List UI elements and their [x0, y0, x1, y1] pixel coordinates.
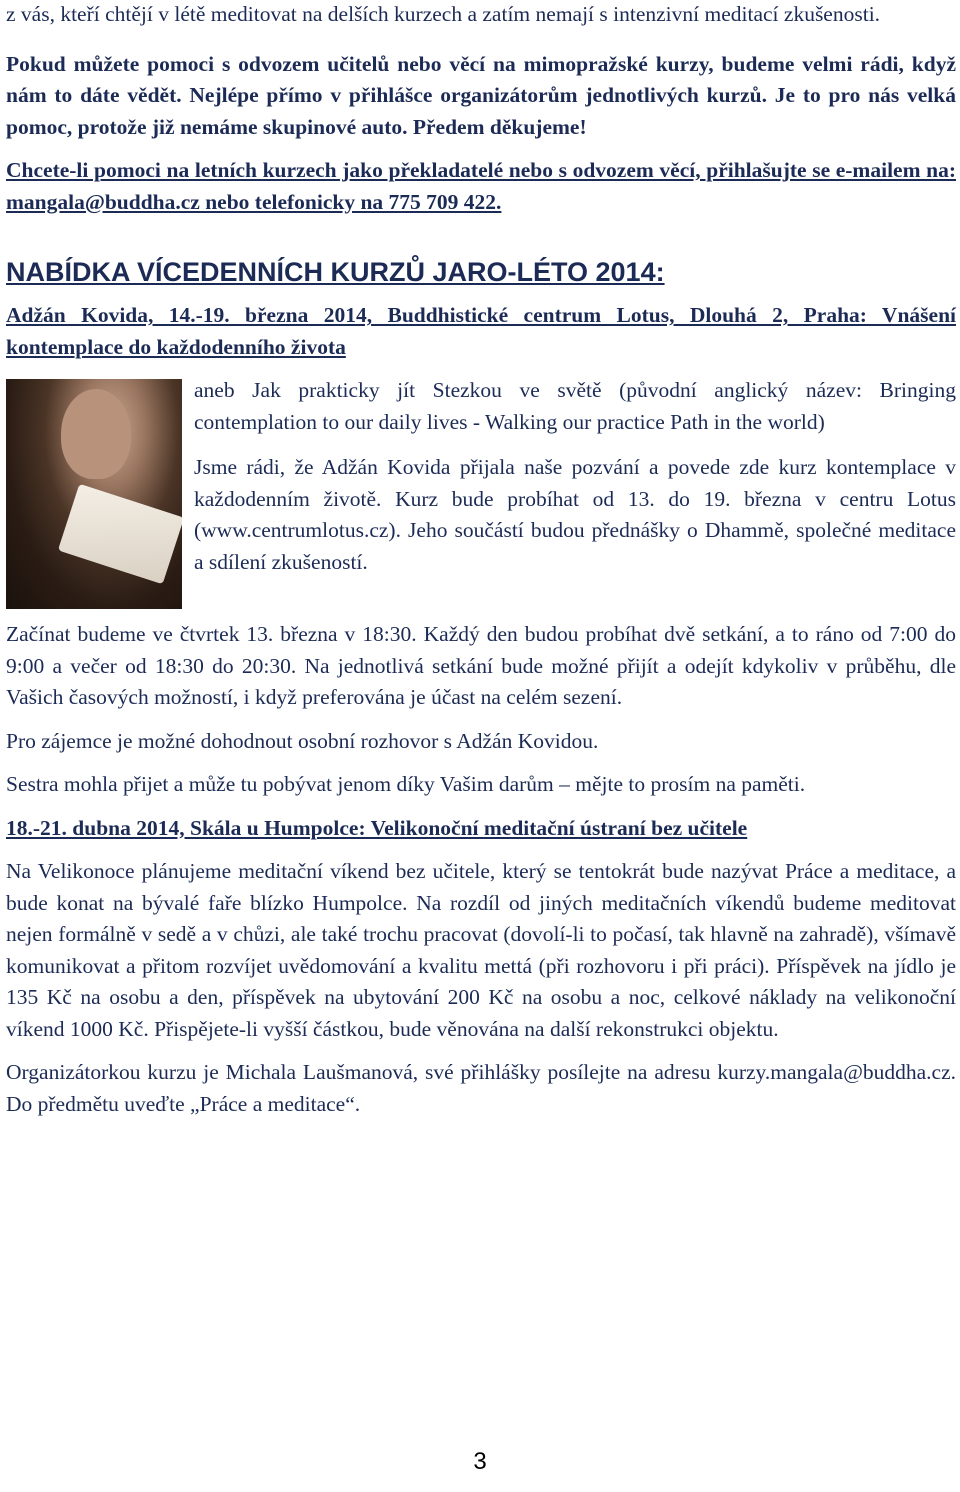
- course2-description: Na Velikonoce plánujeme meditační víkend bez učitele, který se tentokrát bude nazývat Práce a meditace, a bude konat na bývalé faře blízko Humpolce. Na rozdíl od jiných meditačních víkendů budeme meditovat nejen formálně v sedě a v chůzi, ale také trochu pracovat (dovolí-li to počasí, tak hlavně na zahradě), všímavě komunikovat a přitom rozvíjet uvědomování a kvalitu mettá (při rozhovoru i při práci). Příspěvek na jídlo je 135 Kč na osobu a den, příspěvek na ubytování 200 Kč na osobu a noc, celkové náklady na velikonoční víkend 1000 Kč. Přispějete-li vyšší částkou, bude věnována na další rekonstrukci objektu.: [6, 859, 956, 1041]
- course1-photo-block: [6, 375, 956, 609]
- intro-continuation: z vás, kteří chtějí v létě meditovat na delších kurzech a zatím nemají s intenzivní meditací zkušenosti.: [6, 2, 881, 26]
- course1-invite: Jsme rádi, že Adžán Kovida přijala naše pozvání a povede zde kurz kontemplace v každodenním životě. Kurz bude probíhat od 13. do 19. března v centru Lotus (www.centrumlotus.cz). Jeho součástí budou přednášky o Dhammě, společné meditace a sdílení zkušeností.: [194, 455, 956, 574]
- page-number: 3: [473, 1448, 487, 1475]
- course1-title: Adžán Kovida, 14.-19. března 2014, Buddhistické centrum Lotus, Dlouhá 2, Praha: Vnášení kontemplace do každodenního života: [6, 303, 956, 359]
- transport-request: Pokud můžete pomoci s odvozem učitelů nebo věcí na mimopražské kurzy, budeme velmi rádi, když nám to dáte vědět. Nejlépe přímo v přihlášce organizátorům jednotlivých kurzů. Je to pro nás velká pomoc, protože již nemáme skupinové auto. Předem děkujeme!: [6, 51, 956, 139]
- course1-donation: Sestra mohla přijet a může tu pobývat jenom díky Vašim darům – mějte to prosím na paměti.: [6, 772, 806, 796]
- course1-schedule: Začínat budeme ve čtvrtek 13. března v 18:30. Každý den budou probíhat dvě setkání, a to ráno od 7:00 do 9:00 a večer od 18:30 do 20:30. Na jednotlivá setkání bude možné přijít a odejít kdykoliv v průběhu, dle Vašich časových možností, i když preferována je účast na celém sezení.: [6, 622, 956, 709]
- section-heading: NABÍDKA VÍCEDENNÍCH KURZŮ JARO-LÉTO 2014:: [6, 257, 665, 287]
- document-page: [6, 0, 956, 1120]
- volunteer-request: Chcete-li pomoci na letních kurzech jako překladatelé nebo s odvozem věcí, přihlašujte se e-mailem na: mangala@buddha.cz nebo telefonicky na 775 709 422.: [6, 158, 956, 214]
- teacher-photo: [6, 379, 182, 609]
- course1-subtitle: aneb Jak prakticky jít Stezkou ve světě (původní anglický název: Bringing contemplation to our daily lives - Walking our practice Path in the world): [194, 378, 956, 434]
- course2-organizer: Organizátorkou kurzu je Michala Laušmanová, své přihlášky posílejte na adresu kurzy.mangala@buddha.cz. Do předmětu uveďte „Práce a meditace“.: [6, 1060, 956, 1116]
- course1-interview: Pro zájemce je možné dohodnout osobní rozhovor s Adžán Kovidou.: [6, 728, 599, 753]
- course1-photo-text: [194, 375, 956, 609]
- course2-title: 18.-21. dubna 2014, Skála u Humpolce: Velikonoční meditační ústraní bez učitele: [6, 815, 748, 840]
- photo-book-shape: [58, 484, 182, 585]
- photo-head-shape: [61, 389, 131, 479]
